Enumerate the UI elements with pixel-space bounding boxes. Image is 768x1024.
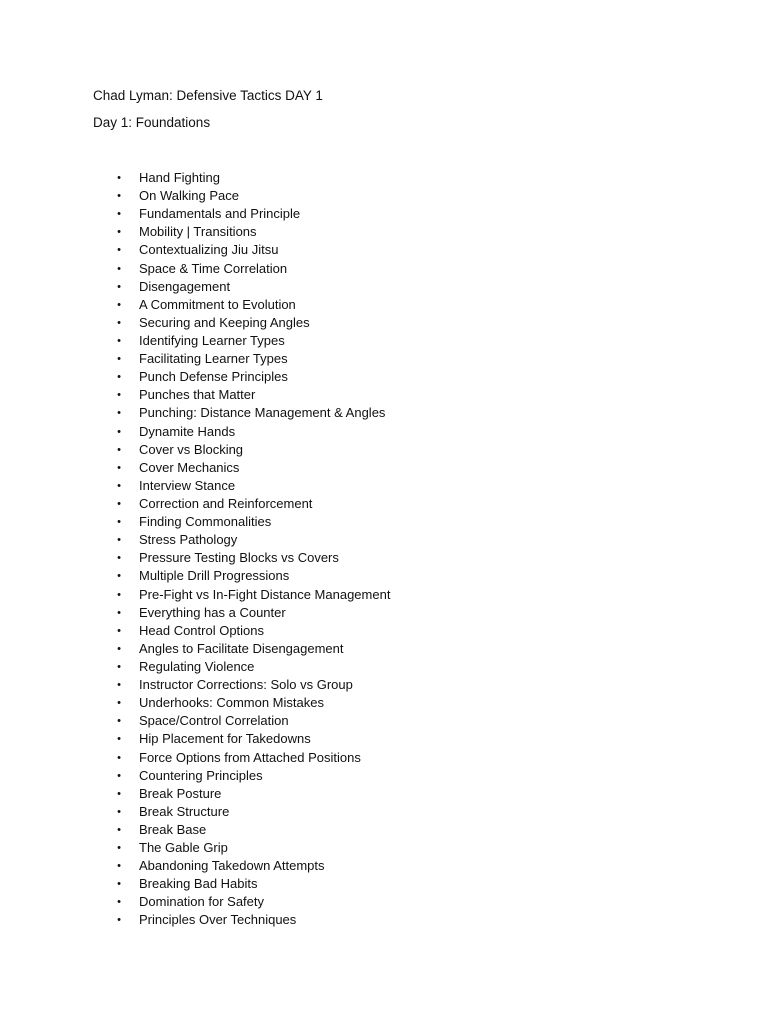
list-item-label: Correction and Reinforcement xyxy=(139,495,313,511)
bullet-icon: • xyxy=(117,407,121,420)
bullet-icon: • xyxy=(117,353,121,366)
list-item xyxy=(0,495,768,513)
list-item xyxy=(0,658,768,676)
bullet-icon: • xyxy=(117,805,121,818)
bullet-icon: • xyxy=(117,842,121,855)
bullet-icon: • xyxy=(117,697,121,710)
list-item xyxy=(0,622,768,640)
list-item-label: Space & Time Correlation xyxy=(139,260,288,276)
bullet-icon: • xyxy=(117,642,121,655)
list-item xyxy=(0,332,768,350)
bullet-icon: • xyxy=(117,172,121,184)
bullet-icon: • xyxy=(117,371,121,384)
bullet-icon: • xyxy=(117,497,121,510)
bullet-icon: • xyxy=(117,280,121,293)
list-item-label: Pre-Fight vs In-Fight Distance Management xyxy=(139,586,391,602)
bullet-icon: • xyxy=(117,606,121,619)
bullet-icon: • xyxy=(117,552,121,565)
list-item xyxy=(0,187,768,205)
bullet-icon: • xyxy=(117,208,121,221)
list-item-label: Punches that Matter xyxy=(139,387,256,403)
bullet-icon: • xyxy=(117,443,121,456)
list-item-label: Identifying Learner Types xyxy=(139,332,285,348)
bullet-icon: • xyxy=(117,715,121,728)
list-item-label: Regulating Violence xyxy=(139,658,255,674)
list-item-label: Stress Pathology xyxy=(139,532,238,548)
list-item xyxy=(0,893,768,911)
list-item-label: Abandoning Takedown Attempts xyxy=(139,858,325,874)
list-item-label: Space/Control Correlation xyxy=(139,713,289,729)
list-item-label: Principles Over Techniques xyxy=(139,912,297,928)
list-item xyxy=(0,423,768,441)
bullet-icon: • xyxy=(117,334,121,347)
list-item xyxy=(0,531,768,549)
bullet-icon: • xyxy=(117,316,121,329)
list-item xyxy=(0,749,768,767)
document-title: Chad Lyman: Defensive Tactics DAY 1 xyxy=(93,88,323,103)
list-item xyxy=(0,513,768,531)
bullet-icon: • xyxy=(117,425,121,438)
list-item-label: Punch Defense Principles xyxy=(139,369,288,385)
list-item xyxy=(0,640,768,658)
list-item-label: Contextualizing Jiu Jitsu xyxy=(139,242,279,258)
list-item-label: Instructor Corrections: Solo vs Group xyxy=(139,677,353,693)
bullet-icon: • xyxy=(117,679,121,692)
list-item xyxy=(0,477,768,495)
bullet-icon: • xyxy=(117,570,121,583)
list-item xyxy=(0,712,768,730)
list-item-label: Finding Commonalities xyxy=(139,514,272,530)
list-item xyxy=(0,767,768,785)
list-item-label: Dynamite Hands xyxy=(139,423,236,439)
list-item-label: Securing and Keeping Angles xyxy=(139,314,310,330)
list-item-label: Cover vs Blocking xyxy=(139,441,244,457)
list-item-label: Force Options from Attached Positions xyxy=(139,749,361,765)
list-item-label: Interview Stance xyxy=(139,477,236,493)
list-item-label: Everything has a Counter xyxy=(139,604,286,620)
list-item xyxy=(0,911,768,929)
topic-list xyxy=(0,169,768,930)
bullet-icon: • xyxy=(117,516,121,529)
list-item xyxy=(0,604,768,622)
list-item-label: Multiple Drill Progressions xyxy=(139,568,290,584)
list-item-label: Countering Principles xyxy=(139,767,263,783)
list-item xyxy=(0,586,768,604)
list-item xyxy=(0,441,768,459)
list-item-label: Domination for Safety xyxy=(139,894,265,910)
list-item xyxy=(0,839,768,857)
list-item-label: The Gable Grip xyxy=(139,840,228,856)
list-item-label: Hand Fighting xyxy=(139,170,220,185)
list-item xyxy=(0,350,768,368)
list-item-label: Cover Mechanics xyxy=(139,459,240,475)
list-item xyxy=(0,875,768,893)
document-subtitle: Day 1: Foundations xyxy=(93,115,211,130)
list-item xyxy=(0,676,768,694)
list-item-label: Fundamentals and Principle xyxy=(139,206,301,222)
list-item-label: Angles to Facilitate Disengagement xyxy=(139,640,344,656)
list-item-label: Underhooks: Common Mistakes xyxy=(139,695,324,711)
list-item-label: Hip Placement for Takedowns xyxy=(139,731,311,747)
list-item xyxy=(0,694,768,712)
bullet-icon: • xyxy=(117,769,121,782)
bullet-icon: • xyxy=(117,262,121,275)
list-item xyxy=(0,314,768,332)
list-item xyxy=(0,205,768,223)
list-item-label: Disengagement xyxy=(139,278,231,294)
bullet-icon: • xyxy=(117,823,121,836)
bullet-icon: • xyxy=(117,461,121,474)
list-item-label: On Walking Pace xyxy=(139,188,239,204)
list-item-label: A Commitment to Evolution xyxy=(139,296,296,312)
list-item-label: Punching: Distance Management & Angles xyxy=(139,405,386,421)
list-item-label: Breaking Bad Habits xyxy=(139,876,258,892)
bullet-icon: • xyxy=(117,479,121,492)
bullet-icon: • xyxy=(117,624,121,637)
list-item-label: Break Base xyxy=(139,821,207,837)
list-item xyxy=(0,404,768,422)
bullet-icon: • xyxy=(117,534,121,547)
list-item xyxy=(0,260,768,278)
bullet-icon: • xyxy=(117,878,121,891)
bullet-icon: • xyxy=(117,733,121,746)
list-item xyxy=(0,567,768,585)
bullet-icon: • xyxy=(117,896,121,909)
list-item-label: Facilitating Learner Types xyxy=(139,351,288,367)
list-item-label: Break Posture xyxy=(139,785,222,801)
bullet-icon: • xyxy=(117,588,121,601)
bullet-icon: • xyxy=(117,787,121,800)
list-item-label: Head Control Options xyxy=(139,622,265,638)
bullet-icon: • xyxy=(117,226,121,239)
list-item xyxy=(0,857,768,875)
list-item xyxy=(0,296,768,314)
list-item xyxy=(0,278,768,296)
bullet-icon: • xyxy=(117,860,121,873)
bullet-icon: • xyxy=(117,298,121,311)
bullet-icon: • xyxy=(117,914,121,927)
list-item xyxy=(0,386,768,404)
list-item xyxy=(0,730,768,748)
list-item xyxy=(0,785,768,803)
list-item xyxy=(0,803,768,821)
bullet-icon: • xyxy=(117,751,121,764)
list-item xyxy=(0,821,768,839)
bullet-icon: • xyxy=(117,244,121,257)
list-item xyxy=(0,459,768,477)
bullet-icon: • xyxy=(117,389,121,402)
list-item xyxy=(0,223,768,241)
bullet-icon: • xyxy=(117,660,121,673)
list-item xyxy=(0,368,768,386)
list-item-label: Mobility | Transitions xyxy=(139,224,257,240)
bullet-icon: • xyxy=(117,190,121,203)
list-item xyxy=(0,241,768,259)
list-item-label: Pressure Testing Blocks vs Covers xyxy=(139,550,339,566)
list-item xyxy=(0,169,768,187)
list-item-label: Break Structure xyxy=(139,803,230,819)
list-item xyxy=(0,549,768,567)
